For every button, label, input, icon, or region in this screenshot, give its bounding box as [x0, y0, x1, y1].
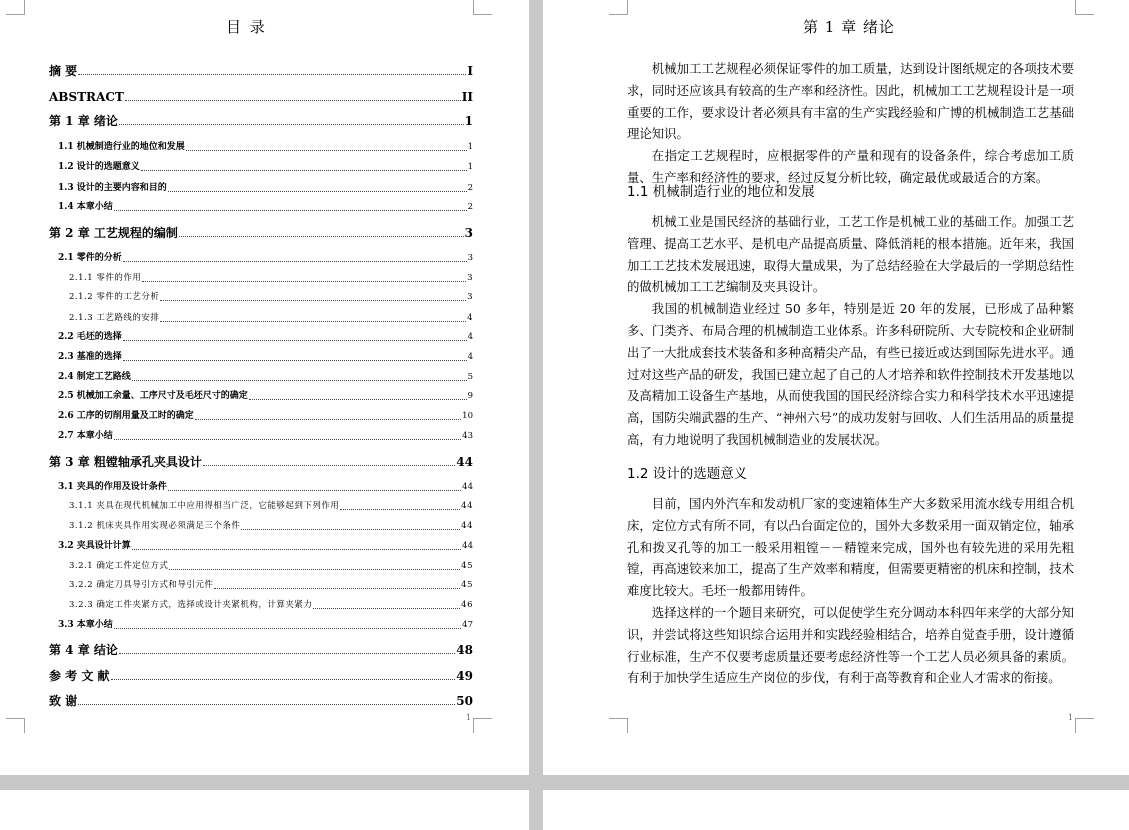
toc-leader-dots	[119, 124, 464, 125]
toc-entry[interactable]	[49, 455, 473, 469]
crop-mark	[6, 718, 25, 733]
next-page-left	[0, 790, 529, 830]
toc-leader-dots	[125, 100, 461, 101]
toc-leader-dots	[119, 653, 455, 654]
toc-entry[interactable]	[49, 226, 473, 240]
toc-entry-label: 2.7 本章小结	[58, 431, 113, 441]
toc-entry-page: 2	[467, 183, 473, 193]
toc-entry[interactable]	[49, 64, 473, 78]
toc-leader-dots	[78, 74, 466, 75]
toc-entry[interactable]	[49, 311, 473, 325]
paragraph: 机械加工工艺规程必须保证零件的加工质量，达到设计图纸规定的各项技术要求，同时还应该具有较高的生产率和经济性。因此，机械加工工艺规程设计是一项重要的工作，要求设计者必须具有丰富的生产实践经验和广博的机械制造工艺基础理论知识。	[627, 61, 1074, 142]
toc-entry-page: 2	[467, 202, 473, 212]
toc-leader-dots	[169, 569, 460, 570]
toc-entry-page: 43	[462, 431, 473, 441]
toc-leader-dots	[123, 340, 467, 341]
crop-mark	[1075, 718, 1094, 733]
toc-entry-label: 2.3 基准的选择	[58, 352, 122, 362]
toc-entry-label: ABSTRACT	[49, 90, 124, 104]
paragraph: 选择这样的一个题目来研究，可以促使学生充分调动本科四年来学的大部分知识，并尝试将这些知识综合运用并和实践经验相结合，培养自觉查手册，设计遵循行业标准，生产不仅要考虑质量还要考虑经济性等一个工艺人员必须具备的素质。有利于加快学生适应生产岗位的步伐，有利于高等教育和企业人才需求的衔接。	[627, 604, 1074, 686]
toc-entry-label: 2.1.2 零件的工艺分析	[69, 292, 160, 302]
toc-entry-label: 参 考 文 献	[49, 669, 110, 683]
toc-entry-page: I	[467, 64, 473, 78]
toc-entry[interactable]	[49, 160, 473, 174]
crop-mark	[473, 0, 492, 15]
toc-leader-dots	[123, 261, 467, 262]
paragraph: 在指定工艺规程时，应根据零件的产量和现有的设备条件，综合考虑加工质量、生产率和经济性的要求，经过反复分析比较，确定最优或最适合的方案。	[627, 148, 1074, 185]
toc-entry-page: II	[461, 90, 473, 104]
toc-entry-page: 4	[467, 313, 473, 323]
toc-entry-page: 1	[464, 114, 473, 128]
toc-leader-dots	[186, 150, 467, 151]
toc-entry-label: 致 谢	[49, 694, 78, 708]
toc-entry[interactable]	[49, 200, 473, 214]
toc-entry-label: 3.1.2 机床夹具作用实现必须满足三个条件	[69, 521, 241, 531]
toc-entry[interactable]	[49, 290, 473, 304]
toc-entry[interactable]	[49, 499, 473, 513]
toc-entry-label: 第 4 章 结论	[49, 643, 118, 657]
toc-leader-dots	[168, 490, 461, 491]
toc-entry[interactable]	[49, 409, 473, 423]
toc-leader-dots	[142, 281, 466, 282]
page-gap	[529, 0, 543, 821]
section-2-body	[627, 493, 1074, 689]
toc-entry-page: 4	[467, 332, 473, 342]
toc-entry-page: 1	[467, 162, 473, 172]
toc-leader-dots	[141, 170, 467, 171]
toc-entry-page: 4	[467, 352, 473, 362]
toc-entry[interactable]	[49, 330, 473, 344]
toc-leader-dots	[160, 300, 466, 301]
toc-entry-page: 3	[467, 292, 473, 302]
toc-entry-label: 1.2 设计的选题意义	[58, 162, 140, 172]
chapter-intro	[627, 58, 1074, 189]
toc-entry-page: 44	[456, 455, 473, 469]
toc-leader-dots	[78, 704, 455, 705]
toc-entry-label: 2.1.1 零件的作用	[69, 273, 142, 283]
toc-entry-label: 2.6 工序的切削用量及工时的确定	[58, 411, 194, 421]
toc-entry-label: 2.4 制定工艺路线	[58, 372, 131, 382]
toc-entry[interactable]	[49, 598, 473, 612]
toc-leader-dots	[249, 399, 467, 400]
toc-entry[interactable]	[49, 539, 473, 553]
toc-entry[interactable]	[49, 370, 473, 384]
paragraph: 机械工业是国民经济的基础行业，工艺工作是机械工业的基础工作。加强工艺管理、提高工艺水平、是机电产品提高质量、降低消耗的根本措施。近年来，我国加工工艺技术发展迅速，取得大量成果，为了总结经验在大学最后的一学期总结性的做机械加工工艺编制及夹具设计。	[627, 214, 1074, 295]
crop-mark	[473, 718, 492, 733]
toc-entry[interactable]	[49, 429, 473, 443]
toc-entry[interactable]	[49, 694, 473, 708]
toc-entry[interactable]	[49, 181, 473, 195]
toc-entry[interactable]	[49, 350, 473, 364]
toc-leader-dots	[132, 380, 467, 381]
toc-entry-page: 46	[461, 600, 473, 610]
next-page-right	[543, 790, 1129, 830]
toc-entry[interactable]	[49, 618, 473, 632]
toc-leader-dots	[340, 509, 460, 510]
toc-leader-dots	[203, 465, 455, 466]
toc-entry[interactable]	[49, 578, 473, 592]
paragraph: 目前，国内外汽车和发动机厂家的变速箱体生产大多数采用流水线专用组合机床，定位方式有所不同，有以凸台面定位的，国外大多数采用一面双销定位，轴承孔和拨叉孔等的加工一般采用粗镗－－精镗来完成，国外也有较先进的采用先粗镗，再高速铰来加工，提高了生产效率和精度，但需要更精密的机床和控制，技术难度比较大。毛坯一般都用铸件。	[627, 496, 1074, 599]
toc-entry-page: 48	[456, 643, 473, 657]
toc-leader-dots	[168, 191, 467, 192]
toc-entry-page: 50	[456, 694, 473, 708]
toc-entry[interactable]	[49, 251, 473, 265]
toc-entry-page: 44	[462, 482, 473, 492]
toc-entry[interactable]	[49, 559, 473, 573]
toc-entry-label: 2.2 毛坯的选择	[58, 332, 122, 342]
toc-leader-dots	[313, 608, 460, 609]
toc-leader-dots	[114, 628, 461, 629]
toc-entry-page: 45	[461, 580, 473, 590]
toc-leader-dots	[111, 679, 456, 680]
toc-entry-page: 3	[467, 273, 473, 283]
toc-entry[interactable]	[49, 669, 473, 683]
toc-entry[interactable]	[49, 140, 473, 154]
section-heading: 1.1 机械制造行业的地位和发展	[627, 184, 815, 200]
paragraph: 我国的机械制造业经过 50 多年，特别是近 20 年的发展，已形成了品种繁多、门类齐、布局合理的机械制造工业体系。许多科研院所、大专院校和企业研制出了一大批成套技术装备和多种高精尖产品，有些已接近或达到国际先进水平。通过对这些产品的研发，我国已建立起了自己的人才培养和软件控制技术开发基地以及高精加工设备生产基地，从而使我国的国民经济综合实力和科学技术水平迅速提高，国防尖端武器的生产、“神州六号”的成功发射与回收、人们生活用品的质量提高，有力地说明了我国机械制造业的发展状况。	[627, 301, 1074, 447]
toc-title: 目 录	[226, 18, 267, 36]
toc-entry-label: 3.2.2 确定刀具导引方式和导引元件	[69, 580, 214, 590]
toc-entry-label: 第 2 章 工艺规程的编制	[49, 226, 178, 240]
toc-entry[interactable]	[49, 480, 473, 494]
toc-entry-page: 49	[456, 669, 473, 683]
toc-entry-page: 3	[467, 253, 473, 263]
toc-entry-label: 3.2.1 确定工件定位方式	[69, 561, 169, 571]
toc-leader-dots	[241, 529, 460, 530]
toc-entry-label: 3.1.1 夹具在现代机械加工中应用得相当广泛，它能够起到下列作用	[69, 501, 340, 511]
toc-entry-label: 摘 要	[49, 64, 78, 78]
toc-entry[interactable]	[49, 90, 473, 104]
toc-leader-dots	[132, 549, 461, 550]
toc-entry-page: 3	[464, 226, 473, 240]
crop-mark	[6, 0, 25, 15]
toc-entry-label: 3.1 夹具的作用及设计条件	[58, 482, 167, 492]
toc-entry[interactable]	[49, 519, 473, 533]
toc-entry-page: 5	[467, 372, 473, 382]
section-1-body	[627, 211, 1074, 451]
toc-entry-label: 1.1 机械制造行业的地位和发展	[58, 142, 185, 152]
toc-entry-page: 47	[462, 620, 473, 630]
toc-entry-page: 45	[461, 561, 473, 571]
toc-leader-dots	[123, 360, 467, 361]
crop-mark	[609, 0, 628, 15]
toc-leader-dots	[195, 419, 461, 420]
toc-entry-page: 1	[467, 142, 473, 152]
toc-entry[interactable]	[49, 114, 473, 128]
toc-entry-page: 44	[462, 541, 473, 551]
toc-entry-page: 10	[462, 411, 473, 421]
toc-leader-dots	[114, 439, 461, 440]
toc-page-number: 1	[466, 713, 472, 722]
chapter-page-number: 1	[1068, 713, 1074, 722]
toc-entry-label: 3.3 本章小结	[58, 620, 113, 630]
toc-entry-label: 2.1.3 工艺路线的安排	[69, 313, 160, 323]
toc-entry-label: 第 1 章 绪论	[49, 114, 118, 128]
toc-entry-page: 44	[461, 521, 473, 531]
toc-entry-label: 2.1 零件的分析	[58, 253, 122, 263]
crop-mark	[609, 718, 628, 733]
toc-leader-dots	[179, 236, 464, 237]
toc-entry[interactable]	[49, 389, 473, 403]
section-heading: 1.2 设计的选题意义	[627, 466, 748, 482]
toc-leader-dots	[114, 210, 467, 211]
chapter-title: 第 1 章 绪论	[803, 18, 895, 36]
toc-entry-page: 9	[467, 391, 473, 401]
toc-entry-label: 2.5 机械加工余量、工序尺寸及毛坯尺寸的确定	[58, 391, 248, 401]
toc-entry[interactable]	[49, 271, 473, 285]
toc-entry-label: 3.2 夹具设计计算	[58, 541, 131, 551]
crop-mark	[1075, 0, 1094, 15]
toc-entry-label: 第 3 章 粗镗轴承孔夹具设计	[49, 455, 202, 469]
toc-entry-label: 1.4 本章小结	[58, 202, 113, 212]
toc-leader-dots	[160, 321, 466, 322]
toc-entry-label: 1.3 设计的主要内容和目的	[58, 183, 167, 193]
toc-entry-label: 3.2.3 确定工件夹紧方式，选择或设计夹紧机构，计算夹紧力	[69, 600, 313, 610]
toc-entry-page: 44	[461, 501, 473, 511]
toc-entry[interactable]	[49, 643, 473, 657]
toc-leader-dots	[214, 588, 460, 589]
